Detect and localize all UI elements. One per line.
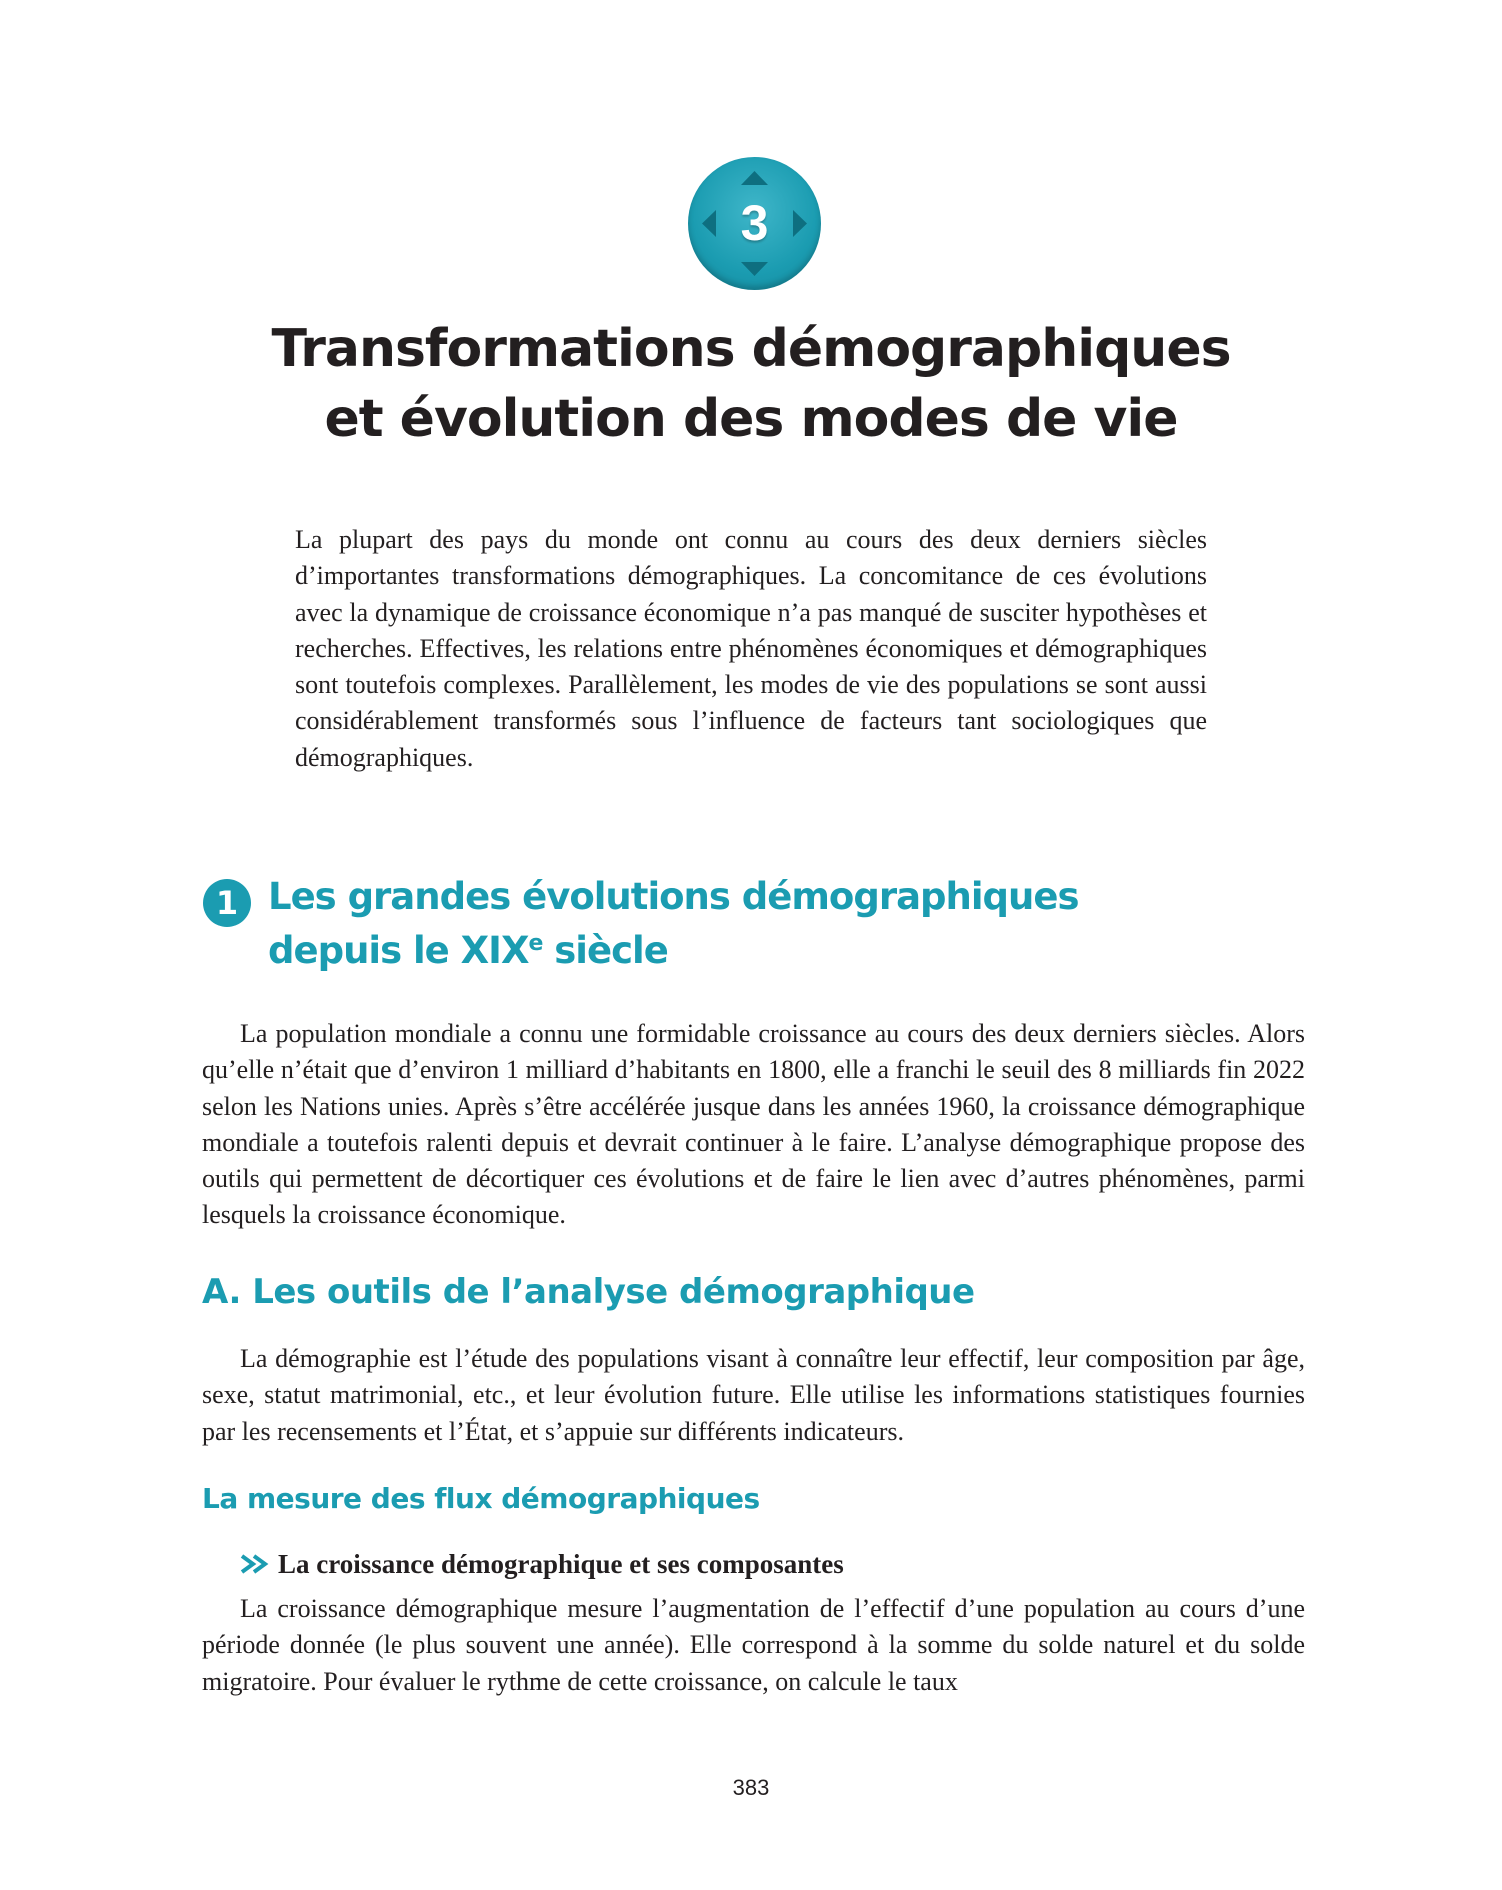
- section-title-superscript: e: [528, 931, 543, 956]
- chapter-title-line2: et évolution des modes de vie: [324, 389, 1178, 449]
- intro-paragraph: La plupart des pays du monde ont connu au cours des deux derniers siècles d’importantes transformations démographiques. La concomitance de ces évolutions avec la dynamique de croissance économique n’a pas manqué de susciter hypothèses et recherches. Effectives, les relations entre phénomènes économiques et démographiques sont toutefois complexes. Parallèlement, les modes de vie des populations se sont aussi considérablement transformés sous l’influence de facteurs tant sociologiques que démographiques.: [295, 525, 1207, 772]
- subsection-c-title: La croissance démographique et ses composantes: [278, 1549, 844, 1579]
- section1-paragraph: La population mondiale a connu une formidable croissance au cours des deux derniers siècles. Alors qu’elle n’était que d’environ 1 milliard d’habitants en 1800, elle a franchi le seuil des 8 milliards fin 2022 selon les Nations unies. Après s’être accélérée jusque dans les années 1960, la croissance démographique mondiale a toutefois ralenti depuis et devrait continuer à le faire. L’analyse démographique propose des outils qui permettent de décortiquer ces évolutions et de faire le lien avec d’autres phénomènes, parmi lesquels la croissance économique.: [202, 1019, 1305, 1230]
- section-title: [268, 870, 1168, 978]
- chapter-badge: [688, 157, 821, 290]
- chapter-title: [150, 314, 1352, 454]
- section-title-line1: Les grandes évolutions démographiques: [268, 875, 1079, 918]
- section-title-line2: [268, 924, 1168, 978]
- subsection-c-paragraph: La croissance démographique mesure l’augmentation de l’effectif d’une population au cours d’une période donnée (le plus souvent une année). Elle correspond à la somme du solde naturel et du solde migratoire. Pour évaluer le rythme de cette croissance, on calcule le taux: [202, 1594, 1305, 1696]
- section-number-badge: 1: [203, 879, 251, 927]
- chapter-title-line1: Transformations démographiques: [271, 319, 1231, 379]
- double-chevron-icon: [240, 1553, 270, 1575]
- subsection-a-heading: A. Les outils de l’analyse démographique: [202, 1272, 975, 1312]
- subsection-c-heading: [240, 1546, 844, 1582]
- page-number: 383: [732, 1775, 770, 1800]
- section-title-line2-suffix: siècle: [542, 929, 668, 972]
- section-title-line2-prefix: depuis le XIX: [268, 929, 529, 972]
- chapter-number: 3: [740, 195, 769, 251]
- subsection-b-heading: La mesure des flux démographiques: [202, 1482, 760, 1515]
- subsection-a-paragraph: La démographie est l’étude des populations visant à connaître leur effectif, leur composition par âge, sexe, statut matrimonial, etc., et leur évolution future. Elle utilise les informations statistiques fournies par les recensements et l’État, et s’appuie sur différents indicateurs.: [202, 1344, 1305, 1446]
